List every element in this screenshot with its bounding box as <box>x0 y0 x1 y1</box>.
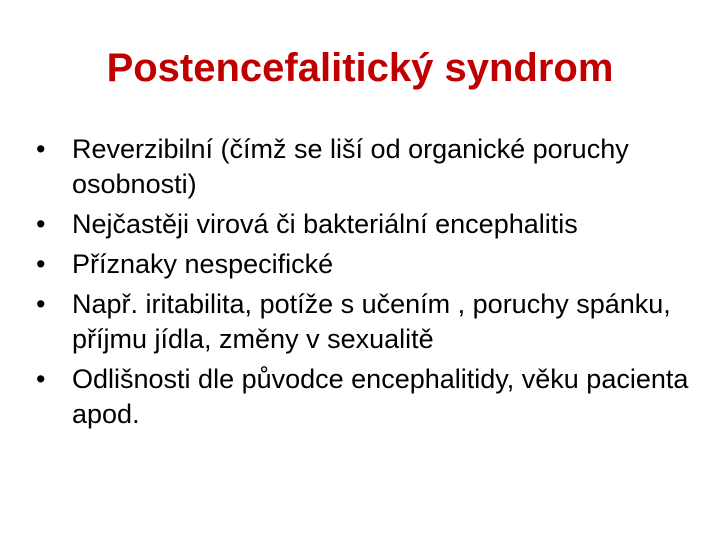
bullet-item <box>36 132 696 202</box>
bullet-item <box>36 207 696 242</box>
bullet-dot-icon: • <box>36 209 46 239</box>
bullet-text: Reverzibilní (čímž se liší od organické poruchy osobnosti) <box>72 134 629 199</box>
bullet-text: Nejčastěji virová či bakteriální encephalitis <box>72 209 578 239</box>
bullet-dot-icon: • <box>36 364 46 394</box>
bullet-dot-icon: • <box>36 249 46 279</box>
bullet-dot-icon: • <box>36 289 46 319</box>
bullet-item <box>36 247 696 282</box>
bullet-text: Příznaky nespecifické <box>72 249 334 279</box>
bullet-item <box>36 287 696 357</box>
slide-title: Postencefalitický syndrom <box>106 46 614 90</box>
bullet-list <box>36 132 696 437</box>
bullet-item <box>36 362 696 432</box>
bullet-dot-icon: • <box>36 134 46 164</box>
bullet-text: Např. iritabilita, potíže s učením , poruchy spánku, příjmu jídla, změny v sexualitě <box>72 289 671 354</box>
bullet-text: Odlišnosti dle původce encephalitidy, věku pacienta apod. <box>72 364 689 429</box>
